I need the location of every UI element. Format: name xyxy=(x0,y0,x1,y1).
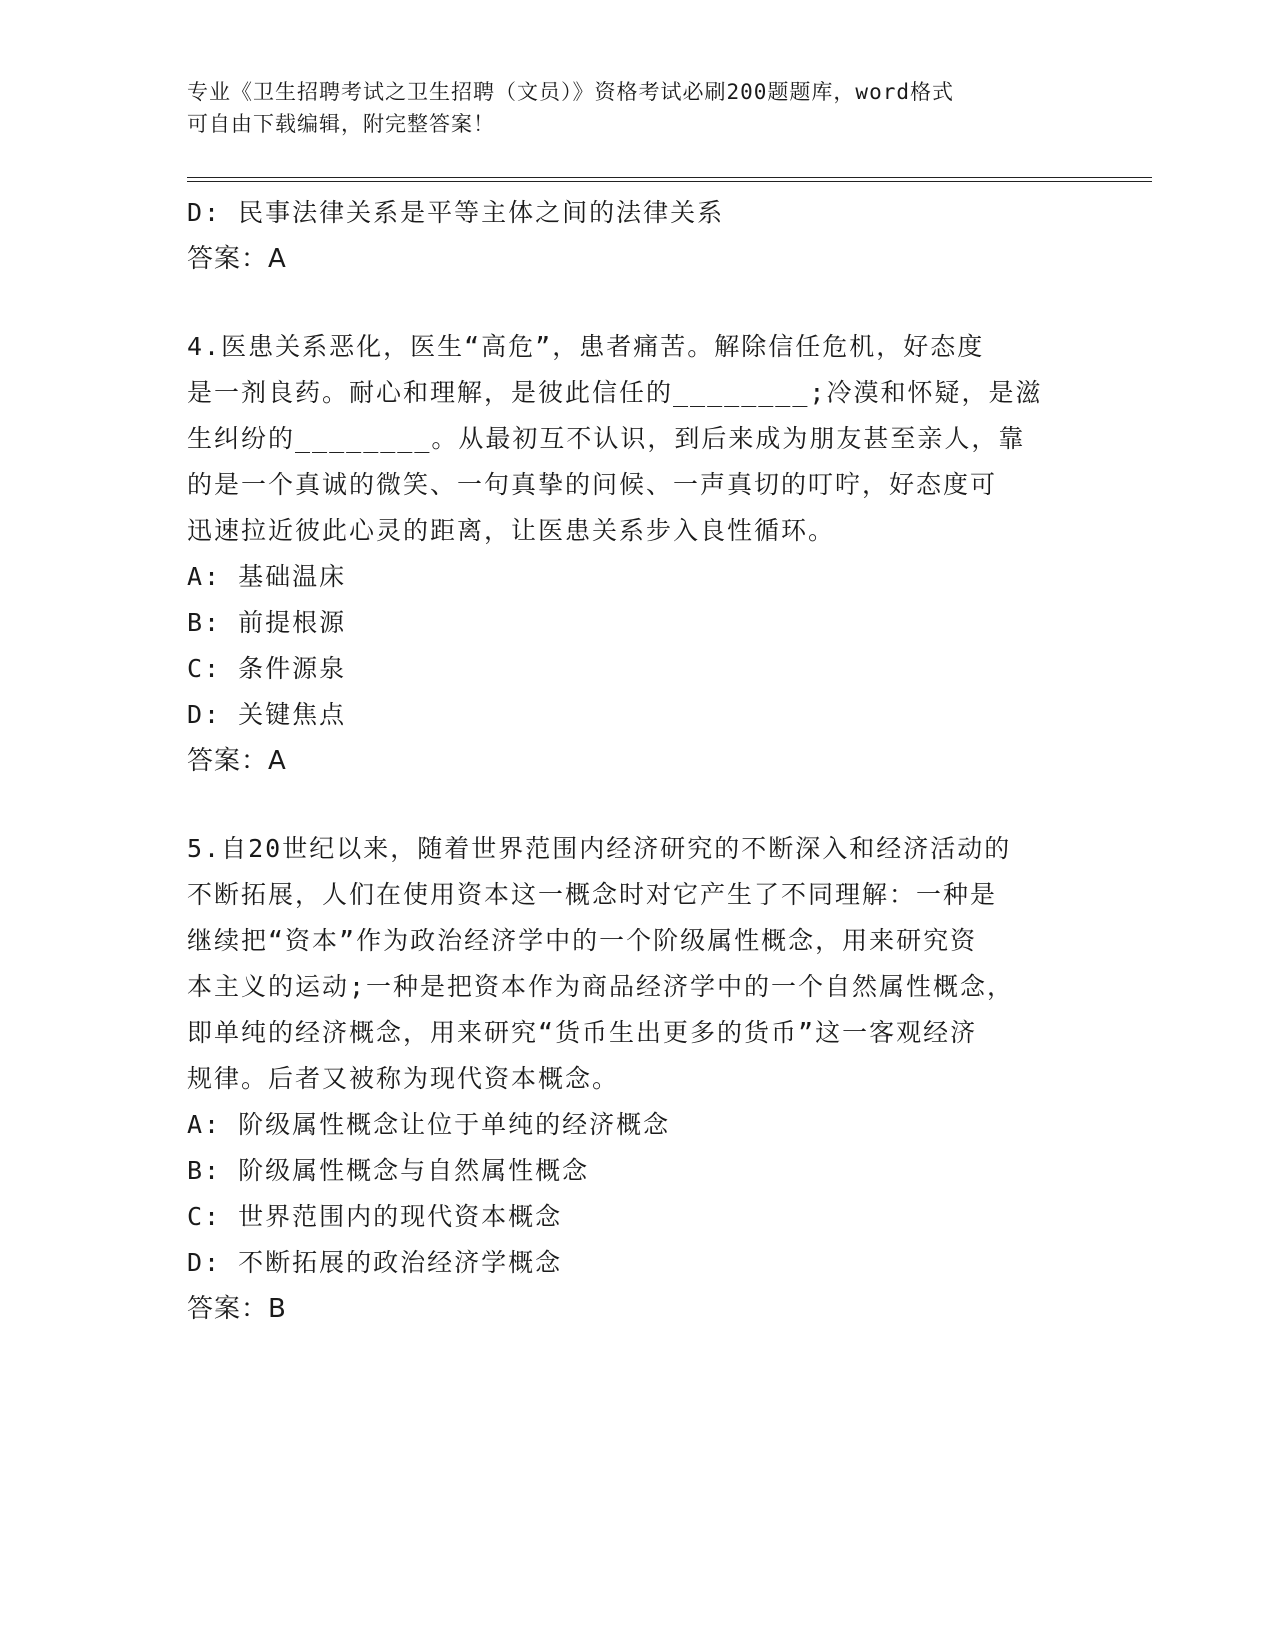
document-header xyxy=(187,76,1067,140)
question-4-stem-line: 迅速拉近彼此心灵的距离，让医患关系步入良性循环。 xyxy=(187,516,836,545)
question-5-option-c: C: 世界范围内的现代资本概念 xyxy=(187,1202,563,1231)
question-4-option-c: C: 条件源泉 xyxy=(187,654,347,683)
question-5 xyxy=(187,826,1087,1332)
header-title-line-1: 专业《卫生招聘考试之卫生招聘（文员）》资格考试必刷200题题库，word格式 xyxy=(187,80,954,104)
question-5-option-b: B: 阶级属性概念与自然属性概念 xyxy=(187,1156,590,1185)
question-4-stem-line: 4.医患关系恶化，医生“高危”，患者痛苦。解除信任危机，好态度 xyxy=(187,332,985,361)
question-5-stem xyxy=(187,826,1087,1102)
prev-question-option-d: D: 民事法律关系是平等主体之间的法律关系 xyxy=(187,198,725,227)
question-4-answer: 答案：A xyxy=(187,746,287,776)
question-4-stem-line: 的是一个真诚的微笑、一句真挚的问候、一声真切的叮咛，好态度可 xyxy=(187,470,998,499)
document-body xyxy=(187,190,1087,1332)
prev-question-answer: 答案：A xyxy=(187,244,287,274)
header-rule-bottom xyxy=(187,181,1152,182)
question-5-stem-line: 继续把“资本”作为政治经济学中的一个阶级属性概念，用来研究资 xyxy=(187,926,978,955)
question-4-stem-line: 生纠纷的________。从最初互不认识，到后来成为朋友甚至亲人，靠 xyxy=(187,424,1026,453)
question-5-option-a: A: 阶级属性概念让位于单纯的经济概念 xyxy=(187,1110,671,1139)
question-5-stem-line: 本主义的运动;一种是把资本作为商品经济学中的一个自然属性概念， xyxy=(187,972,1015,1001)
header-rule-top xyxy=(187,177,1152,178)
question-4-option-d: D: 关键焦点 xyxy=(187,700,347,729)
question-4 xyxy=(187,324,1087,784)
spacer xyxy=(187,784,1087,826)
question-5-stem-line: 5.自20世纪以来，随着世界范围内经济研究的不断深入和经济活动的 xyxy=(187,834,1012,863)
question-5-stem-line: 即单纯的经济概念，用来研究“货币生出更多的货币”这一客观经济 xyxy=(187,1018,978,1047)
header-title-line-2: 可自由下载编辑，附完整答案！ xyxy=(187,112,495,136)
question-5-stem-line: 规律。后者又被称为现代资本概念。 xyxy=(187,1064,620,1093)
question-5-option-d: D: 不断拓展的政治经济学概念 xyxy=(187,1248,563,1277)
question-5-answer: 答案：B xyxy=(187,1294,287,1324)
question-4-option-b: B: 前提根源 xyxy=(187,608,347,637)
question-5-stem-line: 不断拓展，人们在使用资本这一概念时对它产生了不同理解：一种是 xyxy=(187,880,998,909)
question-4-stem-line: 是一剂良药。耐心和理解，是彼此信任的________;冷漠和怀疑，是滋 xyxy=(187,378,1043,407)
question-4-stem xyxy=(187,324,1087,554)
question-4-option-a: A: 基础温床 xyxy=(187,562,347,591)
spacer xyxy=(187,282,1087,324)
